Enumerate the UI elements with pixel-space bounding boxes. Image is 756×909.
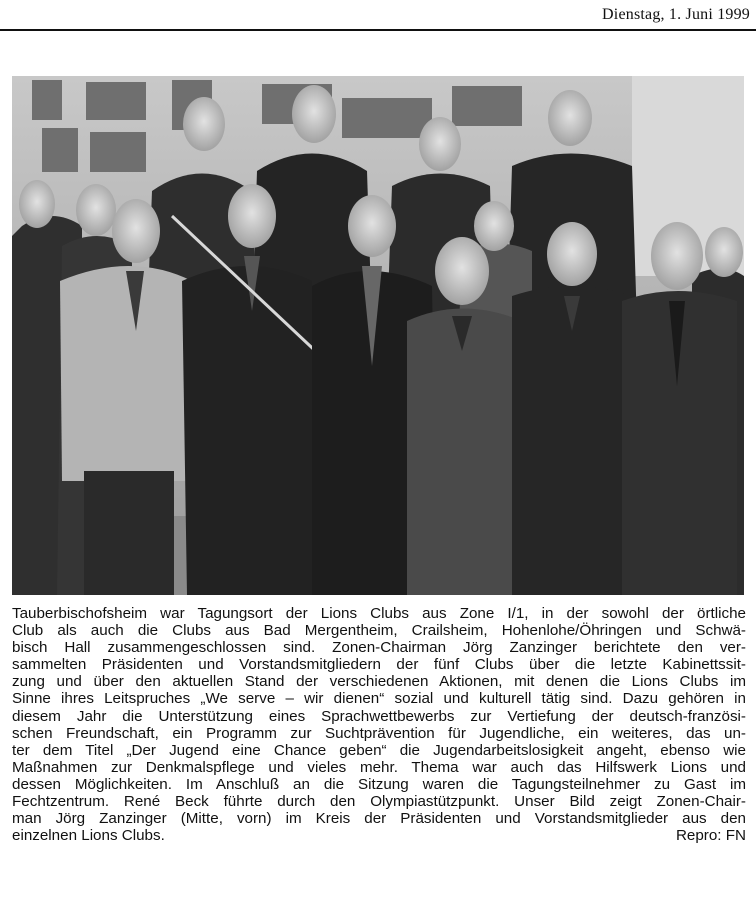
caption-line: Fechtzentrum. René Beck führte durch den Olympiastützpunkt. Unser Bild zeigt Zonen-Chair-: [12, 793, 746, 811]
issue-date: Dienstag, 1. Juni 1999: [602, 6, 750, 23]
caption-last-line: [12, 827, 746, 844]
caption-line: sammelten Präsidenten und Vorstandsmitgliedern der fünf Clubs über die letzte Kabinettssit-: [12, 656, 746, 674]
header-rule: [0, 29, 756, 31]
caption-line: Tauberbischofsheim war Tagungsort der Lions Clubs aus Zone I/1, in der sowohl der örtliche: [12, 605, 746, 622]
caption-line: diesem Jahr die Unterstützung eines Sprachwettbewerbs zur Vertiefung der deutsch-französi-: [12, 707, 746, 725]
caption-line: Maßnahmen zur Denkmalspflege und vieles mehr. Thema war auch das Hilfswerk Lions und: [12, 758, 746, 776]
photo-caption: [12, 605, 746, 844]
group-photo: [12, 76, 744, 595]
caption-line: zung und über den aktuellen Stand der verschiedenen Aktionen, mit denen die Lions Clubs im: [12, 673, 746, 691]
photo-credit: Repro: FN: [675, 827, 746, 845]
caption-line: dessen Möglichkeiten. Im Anschluß an die Sitzung waren die Tagungsteilnehmer zu Gast im: [12, 775, 746, 793]
caption-line: Club als auch die Clubs aus Bad Mergentheim, Crailsheim, Hohenlohe/Öhringen und Schwä-: [12, 622, 746, 640]
caption-line: ter dem Titel „Der Jugend eine Chance geben“ die Jugendarbeitslosigkeit angeht, ebenso wie: [12, 741, 746, 759]
caption-line: bisch Hall zusammengeschlossen sind. Zonen-Chairman Jörg Zanzinger berichtete den ver-: [12, 639, 746, 657]
caption-line: einzelnen Lions Clubs.: [12, 827, 165, 845]
caption-line: Sinne ihres Leitspruches „We serve – wir dienen“ sozial und kulturell tätig sind. Dazu gehören in: [12, 690, 746, 708]
caption-line: schen Freundschaft, ein Programm zur Suchtprävention für Jugendliche, ein weiteres, das un-: [12, 724, 746, 742]
caption-line: man Jörg Zanzinger (Mitte, vorn) im Kreis der Präsidenten und Vorstandsmitglieder aus den: [12, 810, 746, 828]
